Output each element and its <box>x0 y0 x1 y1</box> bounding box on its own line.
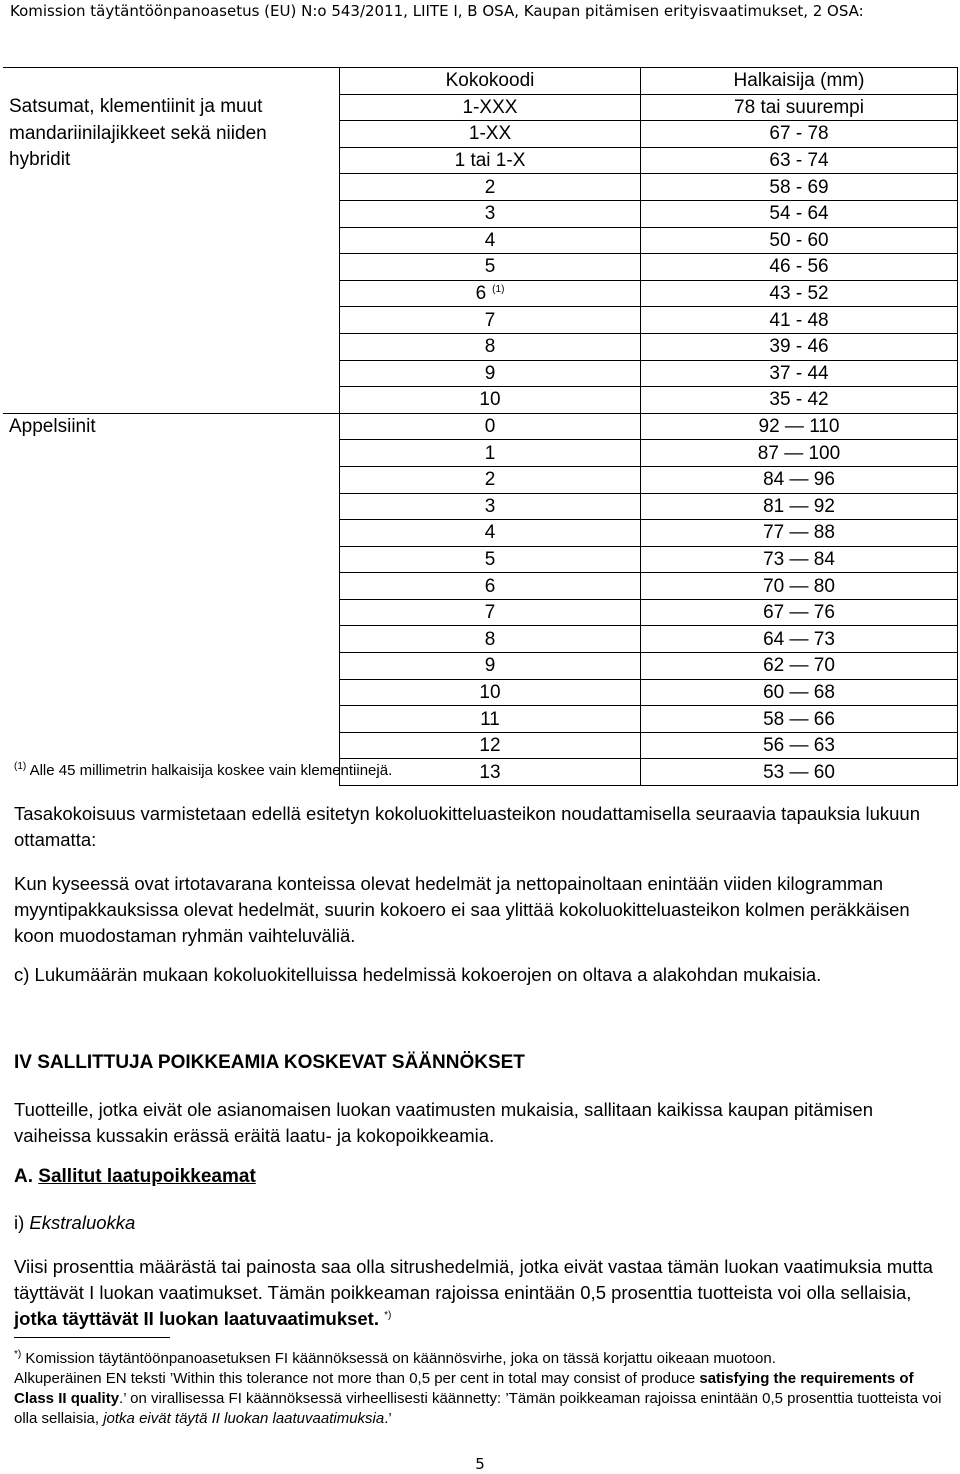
table-row <box>3 121 958 148</box>
category-cell <box>3 679 340 706</box>
diameter-cell: 41 - 48 <box>641 307 958 334</box>
diameter-cell: 53 — 60 <box>641 759 958 786</box>
sub-i-prefix: i) <box>14 1212 30 1233</box>
column-header-code: Kokokoodi <box>340 68 641 95</box>
p5-footnote-marker: *) <box>384 1309 392 1321</box>
table-row <box>3 280 958 307</box>
diameter-cell: 60 — 68 <box>641 679 958 706</box>
diameter-cell: 35 - 42 <box>641 387 958 414</box>
size-code-cell: 4 <box>340 227 641 254</box>
category-cell <box>3 227 340 254</box>
size-code-cell: 8 <box>340 333 641 360</box>
p5-text: Viisi prosenttia määrästä tai painosta saa olla sitrushedelmiä, jotka eivät vastaa tämän luokan vaatimuksia mutta täyttävät I luokan vaatimukset. Tämän poikkeaman rajoissa enintään 0,5 prosenttia tuotteista voi olla sellaisia, <box>14 1256 933 1303</box>
category-cell <box>3 573 340 600</box>
diameter-cell: 37 - 44 <box>641 360 958 387</box>
category-cell <box>3 68 340 95</box>
size-code-cell <box>340 280 641 307</box>
footnote-line2-bold: satisfying the requirements of Class II quality <box>14 1370 914 1407</box>
table-footnote-text: Alle 45 millimetrin halkaisija koskee vain klementiinejä. <box>29 762 393 779</box>
footnote-line2-part-b: .’ on virallisessa FI käännöksessä virheellisesti käännetty: ’Tämän poikkeaman rajoissa enintään 0,5 prosenttia tuotteista voi olla sellaisia, <box>14 1390 942 1427</box>
diameter-cell: 81 — 92 <box>641 493 958 520</box>
table-row <box>3 174 958 201</box>
table-row <box>3 732 958 759</box>
size-code-cell: 11 <box>340 706 641 733</box>
size-code-cell: 10 <box>340 679 641 706</box>
diameter-cell: 87 — 100 <box>641 440 958 467</box>
p5-bold-text: jotka täyttävät II luokan laatuvaatimukset. <box>14 1308 379 1329</box>
size-code-cell: 5 <box>340 254 641 281</box>
table-header-row <box>3 68 958 95</box>
size-code-cell: 7 <box>340 599 641 626</box>
size-code-cell: 3 <box>340 493 641 520</box>
footnote-separator <box>14 1337 170 1338</box>
diameter-cell: 58 — 66 <box>641 706 958 733</box>
category-cell <box>3 254 340 281</box>
table-row <box>3 307 958 334</box>
table-row <box>3 466 958 493</box>
category-cell: Satsumat, klementiinit ja muut <box>9 96 263 118</box>
table-row <box>3 227 958 254</box>
size-code-cell: 1-XX <box>340 121 641 148</box>
diameter-cell: 70 — 80 <box>641 573 958 600</box>
size-code-cell: 2 <box>340 466 641 493</box>
size-code-cell: 10 <box>340 387 641 414</box>
footnote-line2 <box>14 1369 944 1429</box>
size-code-cell: 2 <box>340 174 641 201</box>
diameter-cell: 62 — 70 <box>641 653 958 680</box>
page-number: 5 <box>475 1455 485 1473</box>
diameter-cell: 67 — 76 <box>641 599 958 626</box>
diameter-cell: 84 — 96 <box>641 466 958 493</box>
footnote-line2-part-c: .’ <box>384 1410 392 1427</box>
running-header: Komission täytäntöönpanoasetus (EU) N:o 543/2011, LIITE I, B OSA, Kaupan pitämisen erityisvaatimukset, 2 OSA: <box>10 2 864 20</box>
category-cell <box>3 387 340 414</box>
section-heading: IV SALLITTUJA POIKKEAMIA KOSKEVAT SÄÄNNÖKSET <box>14 1052 525 1073</box>
table-row <box>3 520 958 547</box>
table-row <box>3 653 958 680</box>
table-row <box>3 387 958 414</box>
size-footnote-marker: (1) <box>492 283 505 295</box>
size-scale-table <box>3 67 958 786</box>
category-cell <box>3 493 340 520</box>
table-row <box>3 147 958 174</box>
column-header-diameter: Halkaisija (mm) <box>641 68 958 95</box>
table-row <box>3 200 958 227</box>
table-row <box>3 94 958 121</box>
category-cell <box>3 307 340 334</box>
diameter-cell: 73 — 84 <box>641 546 958 573</box>
diameter-cell: 54 - 64 <box>641 200 958 227</box>
diameter-cell: 77 — 88 <box>641 520 958 547</box>
footnote-line2-italic: jotka eivät täytä II luokan laatuvaatimuksia <box>103 1410 385 1427</box>
diameter-cell: 56 — 63 <box>641 732 958 759</box>
table-row <box>3 333 958 360</box>
footnote-line2-part-a: Alkuperäinen EN teksti ’Within this tolerance not more than 0,5 per cent in total may consist of produce <box>14 1370 700 1387</box>
size-code-cell: 9 <box>340 653 641 680</box>
table-row <box>3 254 958 281</box>
size-code-cell: 8 <box>340 626 641 653</box>
size-code-cell: 0 <box>340 413 641 440</box>
sub-i-text: Ekstraluokka <box>29 1212 136 1233</box>
table-row <box>3 706 958 733</box>
category-cell <box>3 732 340 759</box>
size-code-cell: 7 <box>340 307 641 334</box>
table-footnote <box>14 762 392 779</box>
category-cell: mandariinilajikkeet sekä niiden <box>9 122 267 144</box>
size-code-cell: 4 <box>340 520 641 547</box>
subheading-a-text: Sallitut laatupoikkeamat <box>38 1166 256 1187</box>
category-cell: hybridit <box>9 149 71 171</box>
subheading-a-prefix: A. <box>14 1166 39 1187</box>
category-cell <box>3 280 340 307</box>
size-code-cell: 1 <box>340 440 641 467</box>
footnote-line1-text: Komission täytäntöönpanoasetuksen FI käännöksessä on käännösvirhe, joka on tässä korjattu oikeaan muotoon. <box>25 1350 776 1367</box>
footnote-marker: *) <box>14 1349 22 1360</box>
table-row <box>3 413 958 440</box>
diameter-cell: 46 - 56 <box>641 254 958 281</box>
size-code-cell: 3 <box>340 200 641 227</box>
category-cell <box>3 706 340 733</box>
category-cell <box>3 360 340 387</box>
table-row <box>3 360 958 387</box>
size-code-cell: 1 tai 1-X <box>340 147 641 174</box>
paragraph-uniformity: Tasakokoisuus varmistetaan edellä esitetyn kokoluokitteluasteikon noudattamisella seuraavia tapauksia lukuun ottamatta: <box>14 803 921 850</box>
category-cell <box>3 466 340 493</box>
category-cell <box>3 546 340 573</box>
size-code-cell: 12 <box>340 732 641 759</box>
paragraph-tolerances: Tuotteille, jotka eivät ole asianomaisen luokan vaatimusten mukaisia, sallitaan kaikissa kaupan pitämisen vaiheissa kussakin erässä eräitä laatu- ja kokopoikkeamia. <box>14 1099 873 1146</box>
diameter-cell: 43 - 52 <box>641 280 958 307</box>
table-row <box>3 546 958 573</box>
diameter-cell: 78 tai suurempi <box>641 94 958 121</box>
paragraph-count-sizing: c) Lukumäärän mukaan kokoluokitelluissa hedelmissä kokoerojen on oltava a alakohdan mukaisia. <box>14 964 822 985</box>
table-row <box>3 599 958 626</box>
table-footnote-marker: (1) <box>14 761 27 772</box>
category-cell <box>3 626 340 653</box>
table-row <box>3 440 958 467</box>
subheading-extra-class <box>14 1210 944 1236</box>
diameter-cell: 64 — 73 <box>641 626 958 653</box>
diameter-cell: 67 - 78 <box>641 121 958 148</box>
size-code-cell: 5 <box>340 546 641 573</box>
category-cell <box>3 200 340 227</box>
table-row <box>3 626 958 653</box>
size-code-cell: 13 <box>340 759 641 786</box>
footnote-line1 <box>14 1349 944 1369</box>
paragraph-bulk-exception: Kun kyseessä ovat irtotavarana konteissa olevat hedelmät ja nettopainoltaan enintään viiden kilogramman myyntipakkauksissa olevat hedelmät, suurin kokoero ei saa ylittää kokoluokitteluasteikon kolmen peräkkäisen koon muodostaman ryhmän vaihteluväliä. <box>14 873 910 946</box>
diameter-cell: 58 - 69 <box>641 174 958 201</box>
size-code-cell: 1-XXX <box>340 94 641 121</box>
category-cell <box>3 520 340 547</box>
category-cell <box>3 653 340 680</box>
table-row <box>3 493 958 520</box>
category-cell <box>3 174 340 201</box>
category-cell <box>3 440 340 467</box>
subheading-quality-tolerances <box>14 1166 256 1188</box>
diameter-cell: 39 - 46 <box>641 333 958 360</box>
paragraph-extra-class-tolerance <box>14 1254 944 1332</box>
diameter-cell: 63 - 74 <box>641 147 958 174</box>
diameter-cell: 50 - 60 <box>641 227 958 254</box>
table-row <box>3 573 958 600</box>
size-code-text: 6 <box>475 283 487 305</box>
size-code-cell: 6 <box>340 573 641 600</box>
table-row <box>3 679 958 706</box>
category-cell: Appelsiinit <box>9 415 96 437</box>
category-cell <box>3 333 340 360</box>
diameter-cell: 92 — 110 <box>641 413 958 440</box>
category-cell <box>3 599 340 626</box>
size-code-cell: 9 <box>340 360 641 387</box>
